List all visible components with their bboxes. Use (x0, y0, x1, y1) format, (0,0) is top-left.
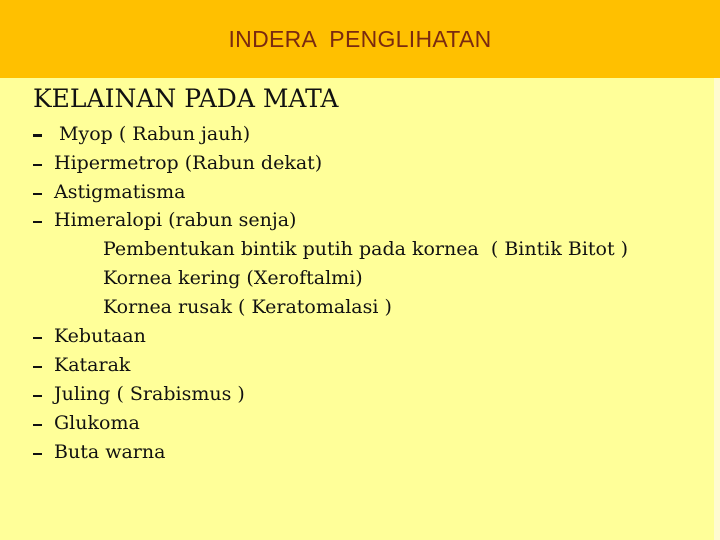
sub-list-item-text: Pembentukan bintik putih pada kornea ( Bintik Bitot ) (103, 238, 629, 260)
list-item (0, 438, 720, 466)
sub-list-item (0, 293, 720, 321)
list-item-text: Buta warna (54, 441, 166, 463)
sub-list-item (0, 235, 720, 263)
list-item (0, 322, 720, 350)
list-item-text: Myop ( Rabun jauh) (59, 123, 251, 145)
list-item (0, 409, 720, 437)
list-item (0, 351, 720, 379)
sub-list-item-text: Kornea rusak ( Keratomalasi ) (103, 296, 392, 318)
list-item (0, 120, 720, 148)
dash-bullet-icon (33, 322, 47, 350)
dash-bullet-icon (33, 351, 47, 379)
sub-list-item (0, 264, 720, 292)
list-item-text: Astigmatisma (54, 181, 186, 203)
dash-bullet-icon (33, 438, 47, 466)
dash-bullet-icon (33, 409, 47, 437)
list-item-text: Hipermetrop (Rabun dekat) (54, 152, 323, 174)
dash-bullet-icon (33, 149, 47, 177)
list-item-text: Himeralopi (rabun senja) (54, 209, 297, 231)
slide-title: INDERA PENGLIHATAN (228, 26, 492, 52)
dash-bullet-icon (33, 120, 47, 148)
list-item-text: Kebutaan (54, 325, 146, 347)
list-item-text: Katarak (54, 354, 131, 376)
list-item (0, 178, 720, 206)
list-item (0, 206, 720, 234)
list-item-text: Juling ( Srabismus ) (54, 383, 245, 405)
dash-bullet-icon (33, 206, 47, 234)
list-item (0, 149, 720, 177)
dash-bullet-icon (33, 178, 47, 206)
list-item (0, 380, 720, 408)
section-heading: KELAINAN PADA MATA (33, 84, 339, 113)
list-item-text: Glukoma (54, 412, 140, 434)
dash-bullet-icon (33, 380, 47, 408)
sub-list-item-text: Kornea kering (Xeroftalmi) (103, 267, 363, 289)
